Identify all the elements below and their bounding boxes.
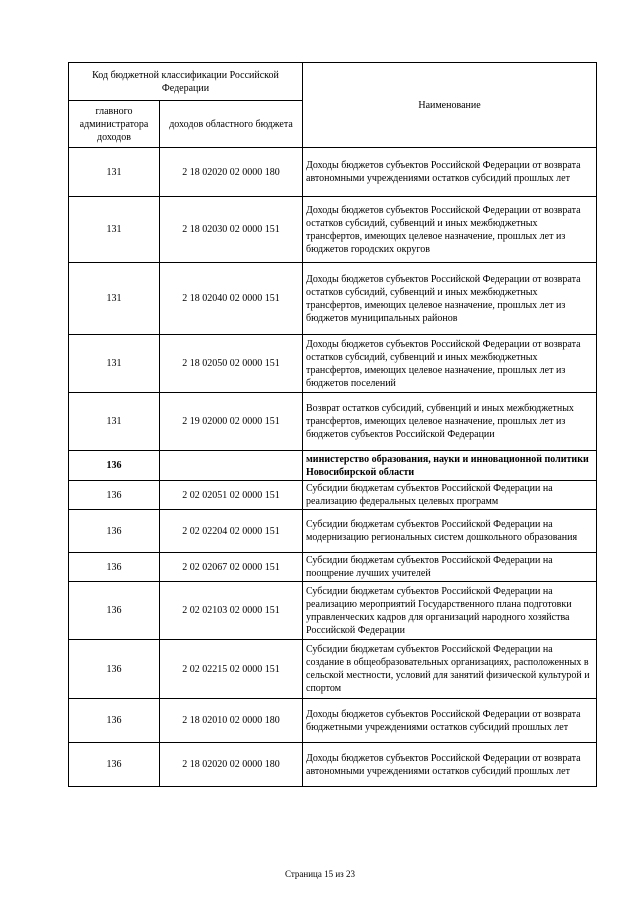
income-code: 2 02 02204 02 0000 151: [160, 510, 303, 553]
income-code: [160, 451, 303, 481]
admin-code: 136: [69, 640, 160, 699]
table-row: [69, 393, 597, 451]
budget-classification-table: [68, 62, 597, 787]
admin-code: 131: [69, 263, 160, 335]
table-row: [69, 743, 597, 787]
income-name: Субсидии бюджетам субъектов Российской Федерации на модернизацию региональных систем дошкольного образования: [303, 510, 597, 553]
admin-code: 131: [69, 393, 160, 451]
income-code: 2 18 02050 02 0000 151: [160, 335, 303, 393]
admin-code: 136: [69, 510, 160, 553]
income-name: Доходы бюджетов субъектов Российской Федерации от возврата бюджетными учреждениями остатков субсидий прошлых лет: [303, 699, 597, 743]
admin-code: 136: [69, 582, 160, 640]
income-name: Субсидии бюджетам субъектов Российской Федерации на создание в общеобразовательных организациях, расположенных в сельской местности, условий для занятий физической культурой и спортом: [303, 640, 597, 699]
admin-code: 136: [69, 481, 160, 510]
header-name: Наименование: [303, 63, 597, 148]
income-code: 2 18 02030 02 0000 151: [160, 197, 303, 263]
header-group-label: Код бюджетной классификации Российской Федерации: [69, 63, 303, 101]
income-name: Доходы бюджетов субъектов Российской Федерации от возврата остатков субсидий, субвенций и иных межбюджетных трансфертов, имеющих целевое назначение, прошлых лет из бюджетов муниципальных районов: [303, 263, 597, 335]
income-name: Субсидии бюджетам субъектов Российской Федерации на реализацию федеральных целевых программ: [303, 481, 597, 510]
income-code: 2 18 02020 02 0000 180: [160, 148, 303, 197]
admin-code: 131: [69, 335, 160, 393]
admin-code: 136: [69, 451, 160, 481]
admin-code: 136: [69, 553, 160, 582]
income-code: 2 19 02000 02 0000 151: [160, 393, 303, 451]
income-code: 2 02 02103 02 0000 151: [160, 582, 303, 640]
table-row: [69, 148, 597, 197]
income-name: Субсидии бюджетам субъектов Российской Федерации на реализацию мероприятий Государственного плана подготовки управленческих кадров для организаций народного хозяйства Российской Федерации: [303, 582, 597, 640]
income-name: Доходы бюджетов субъектов Российской Федерации от возврата автономными учреждениями остатков субсидий прошлых лет: [303, 743, 597, 787]
table-row: [69, 197, 597, 263]
admin-code: 136: [69, 743, 160, 787]
section-name: министерство образования, науки и инновационной политики Новосибирской области: [303, 451, 597, 481]
table-row: [69, 553, 597, 582]
income-code: 2 18 02010 02 0000 180: [160, 699, 303, 743]
table-row-section: [69, 451, 597, 481]
table-row: [69, 699, 597, 743]
header-admin: главного администратора доходов: [69, 101, 160, 148]
admin-code: 131: [69, 148, 160, 197]
income-name: Доходы бюджетов субъектов Российской Федерации от возврата автономными учреждениями остатков субсидий прошлых лет: [303, 148, 597, 197]
admin-code: 131: [69, 197, 160, 263]
page-number: Страница 15 из 23: [285, 869, 355, 879]
income-code: 2 02 02067 02 0000 151: [160, 553, 303, 582]
income-code: 2 18 02040 02 0000 151: [160, 263, 303, 335]
admin-code: 136: [69, 699, 160, 743]
table-row: [69, 481, 597, 510]
header-income: доходов областного бюджета: [160, 101, 303, 148]
income-name: Доходы бюджетов субъектов Российской Федерации от возврата остатков субсидий, субвенций и иных межбюджетных трансфертов, имеющих целевое назначение, прошлых лет из бюджетов поселений: [303, 335, 597, 393]
table-row: [69, 263, 597, 335]
income-name: Доходы бюджетов субъектов Российской Федерации от возврата остатков субсидий, субвенций и иных межбюджетных трансфертов, имеющих целевое назначение, прошлых лет из бюджетов городских округов: [303, 197, 597, 263]
table-row: [69, 335, 597, 393]
income-code: 2 02 02051 02 0000 151: [160, 481, 303, 510]
table-row: [69, 510, 597, 553]
table-row: [69, 582, 597, 640]
income-name: Возврат остатков субсидий, субвенций и иных межбюджетных трансфертов, имеющих целевое назначение, прошлых лет из бюджетов субъектов Российской Федерации: [303, 393, 597, 451]
table-row: [69, 640, 597, 699]
income-name: Субсидии бюджетам субъектов Российской Федерации на поощрение лучших учителей: [303, 553, 597, 582]
income-code: 2 18 02020 02 0000 180: [160, 743, 303, 787]
income-code: 2 02 02215 02 0000 151: [160, 640, 303, 699]
